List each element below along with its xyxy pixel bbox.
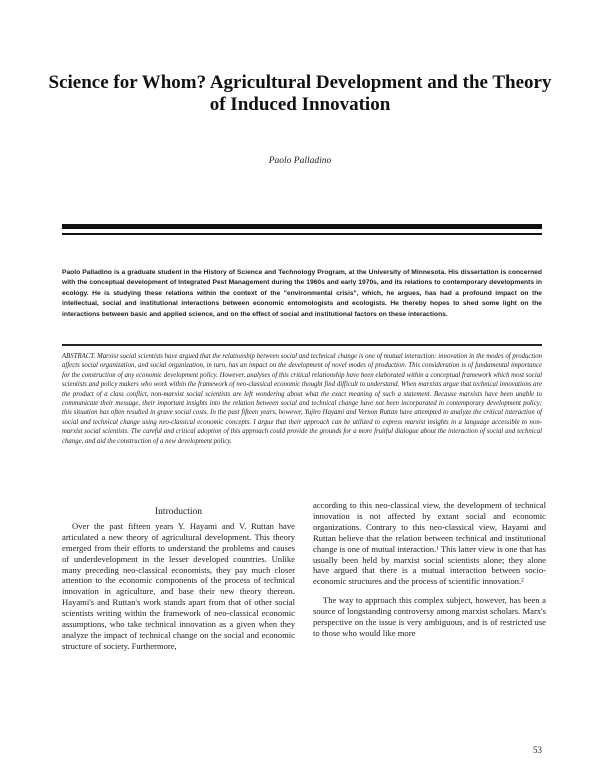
section-heading-introduction: Introduction (155, 507, 202, 517)
left-column (62, 507, 295, 652)
paper-title: Science for Whom? Agricultural Development and the Theory of Induced Innovation (48, 72, 552, 115)
abstract-rule (62, 344, 542, 346)
right-column (313, 500, 546, 639)
header-rule-thick (62, 224, 542, 229)
author-name: Paolo Palladino (268, 156, 332, 166)
abstract-label: ABSTRACT. (62, 353, 96, 360)
right-column-paragraph-1: according to this neo-classical view, the development of technical innovation is not affected by extant social and economic organizations. Contrary to this neo-classical view, Hayami and Ruttan believe that the relation between technical and institutional change is one of mutual interaction.¹ This latter view is one that has usually been held by marxist social scientists alone; they alone have argued that there is a mutual interaction between socio-economic structures and the process of scientific innovation.² (313, 500, 546, 587)
abstract-text: Marxist social scientists have argued that the relationship between social and technical change is one of mutual interaction: innovation in the modes of production affects social organization, and social organization, in turn, has an impact on the development of novel modes of production. This consideration is of fundamental importance for the construction of any economic development policy. However, analyses of this critical relationship have been elaborated within a conceptual framework which most social scientists and policy makers who work within the framework of neo-classical economic thought find difficult to understand. When marxists argue that technical innovations are the product of a class conflict, non-marxist social scientists are left wondering about what the exact meaning of such a statement. Because marxists have been unable to communicate their message, their important insights into the relation between social and technical change have not been incorporated in contemporary development policy; this situation has often resulted in grave social costs. In the past fifteen years, however, Yujiro Hayami and Vernon Ruttan have attempted to analyze the critical interaction of social and technical change using neo-classical economic concepts. I argue that their approach can be utilized to express marxist insights in a language accessible to non-marxist social scientists. The careful and critical adoption of this approach could provide the grounds for a more fruitful dialogue about the interaction of social and technical change, and aid the construction of a new development policy. (62, 353, 542, 445)
author-bio: Paolo Palladino is a graduate student in the History of Science and Technology Program, at the University of Minnesota. His dissertation is concerned with the conceptual development of Integrated Pest Management during the 1960s and early 1970s, and its relations to contemporary developments in ecology. He is studying these relations within the context of the "environmental crisis", which, he argues, has had a profound impact on the intellectual, social and institutional interactions between economic entomologists and ecologists. He thereby hopes to shed some light on the interactions between basic and applied science, and on the effect of social and institutional factors on these interactions. (62, 269, 542, 318)
page-number: 53 (533, 745, 542, 755)
abstract (62, 352, 542, 446)
right-column-paragraph-2: The way to approach this complex subject, however, has been a source of longstanding controversy among marxist scholars. Marx's perspective on the issue is very ambiguous, and is of restricted use to those who would like more (313, 595, 546, 638)
left-column-paragraph: Over the past fifteen years Y. Hayami and V. Ruttan have articulated a new theory of agricultural development. This theory emerged from their efforts to understand the problems and causes of underdevelopment in the lesser developed countries. Unlike many preceding neo-classical economists, they pay much closer attention to the economic components of the process of technical innovation in agriculture, and base their new theory thereon. Hayami's and Ruttan's work stands apart from that of other social scientists writing within the framework of neo-classical economic assumptions, who take technical innovation as a given when they analyze the impact of technical change on the social and economic structure of society. Furthermore, (62, 520, 295, 651)
header-rule-thin (62, 233, 542, 235)
